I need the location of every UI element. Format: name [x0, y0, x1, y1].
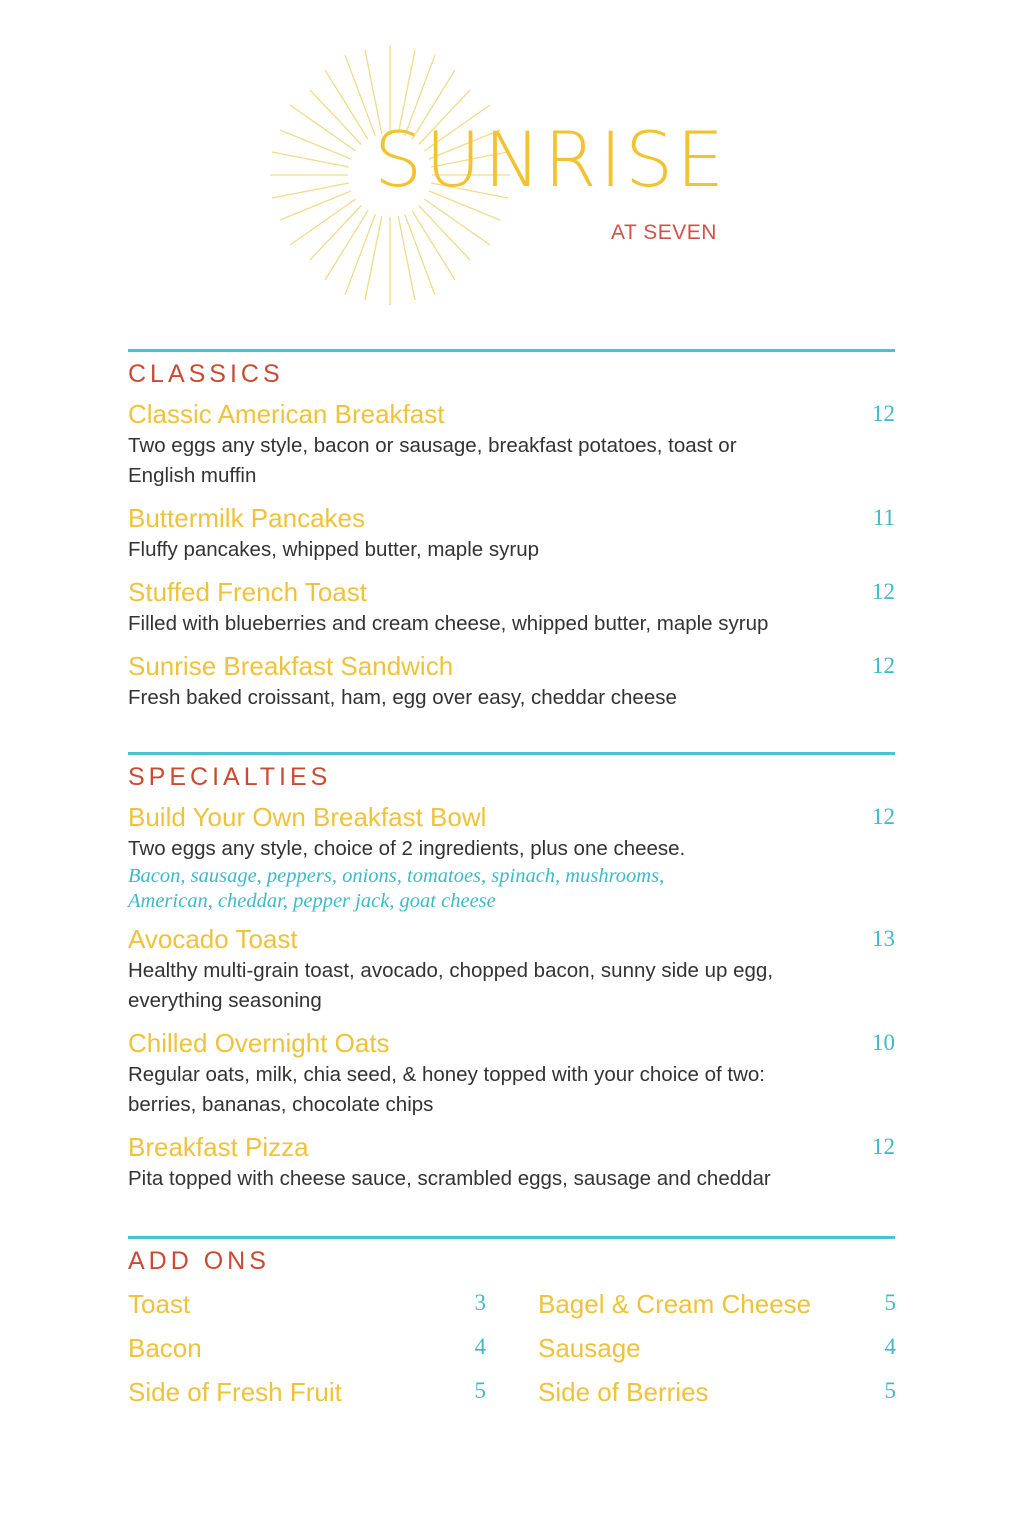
item-price: 13	[872, 926, 895, 951]
addon-item	[128, 1374, 486, 1418]
item-description: berries, bananas, chocolate chips	[128, 1093, 434, 1116]
item-description: Filled with blueberries and cream cheese, whipped butter, maple syrup	[128, 612, 769, 635]
item-options: Bacon, sausage, peppers, onions, tomatoes, spinach, mushrooms,	[128, 865, 665, 887]
section-specialties	[128, 752, 895, 1194]
addon-item	[128, 1286, 486, 1330]
section-addons	[128, 1236, 895, 1276]
item-name: Chilled Overnight Oats	[128, 1028, 390, 1058]
addon-name: Sausage	[538, 1333, 641, 1363]
item-name: Sunrise Breakfast Sandwich	[128, 651, 454, 681]
item-name: Stuffed French Toast	[128, 577, 367, 607]
addons-column-left	[128, 1286, 486, 1418]
item-options: American, cheddar, pepper jack, goat cheese	[128, 890, 496, 912]
section-classics	[128, 349, 895, 713]
item-description: Two eggs any style, bacon or sausage, breakfast potatoes, toast or	[128, 434, 737, 457]
item-description: Fresh baked croissant, ham, egg over easy, cheddar cheese	[128, 686, 677, 709]
section-title: ADD ONS	[128, 1247, 270, 1275]
menu-item	[128, 397, 895, 491]
addon-name: Side of Fresh Fruit	[128, 1377, 342, 1407]
item-price: 12	[872, 579, 895, 604]
item-price: 10	[872, 1030, 895, 1055]
menu-item	[128, 800, 895, 914]
menu-item	[128, 922, 895, 1016]
item-description: Pita topped with cheese sauce, scrambled eggs, sausage and cheddar	[128, 1167, 771, 1190]
section-divider	[128, 349, 895, 352]
item-description: Fluffy pancakes, whipped butter, maple syrup	[128, 538, 539, 561]
logo-title: SUNRISE	[374, 115, 728, 204]
section-divider	[128, 1236, 895, 1239]
item-name: Buttermilk Pancakes	[128, 503, 365, 533]
addon-item	[538, 1286, 896, 1330]
menu-item	[128, 575, 895, 639]
item-price: 12	[872, 401, 895, 426]
section-divider	[128, 752, 895, 755]
addon-price: 5	[884, 1378, 896, 1403]
item-description: Healthy multi-grain toast, avocado, chopped bacon, sunny side up egg,	[128, 959, 774, 982]
addon-item	[538, 1374, 896, 1418]
item-description: Two eggs any style, choice of 2 ingredients, plus one cheese.	[128, 837, 686, 860]
addon-name: Side of Berries	[538, 1377, 709, 1407]
addon-name: Bacon	[128, 1333, 202, 1363]
item-price: 11	[872, 505, 895, 530]
item-description: Regular oats, milk, chia seed, & honey topped with your choice of two:	[128, 1063, 765, 1086]
item-description: everything seasoning	[128, 989, 322, 1012]
section-title: SPECIALTIES	[128, 763, 332, 791]
item-name: Classic American Breakfast	[128, 399, 445, 429]
item-price: 12	[872, 1134, 895, 1159]
item-name: Avocado Toast	[128, 924, 298, 954]
item-name: Build Your Own Breakfast Bowl	[128, 802, 487, 832]
item-price: 12	[872, 804, 895, 829]
addon-price: 3	[474, 1290, 486, 1315]
addon-price: 5	[884, 1290, 896, 1315]
menu-item	[128, 1130, 895, 1194]
addon-name: Toast	[128, 1289, 191, 1319]
section-title: CLASSICS	[128, 360, 284, 388]
item-description: English muffin	[128, 464, 257, 487]
addon-price: 4	[884, 1334, 896, 1359]
addons-column-right	[538, 1286, 896, 1418]
menu-item	[128, 501, 895, 565]
addon-item	[128, 1330, 486, 1374]
addon-name: Bagel & Cream Cheese	[538, 1289, 812, 1319]
addon-price: 5	[474, 1378, 486, 1403]
menu-item	[128, 1026, 895, 1120]
menu-item	[128, 649, 895, 713]
addon-price: 4	[474, 1334, 486, 1359]
logo	[260, 40, 740, 310]
item-name: Breakfast Pizza	[128, 1132, 309, 1162]
logo-subtitle: AT SEVEN	[611, 221, 717, 244]
addon-item	[538, 1330, 896, 1374]
item-price: 12	[872, 653, 895, 678]
